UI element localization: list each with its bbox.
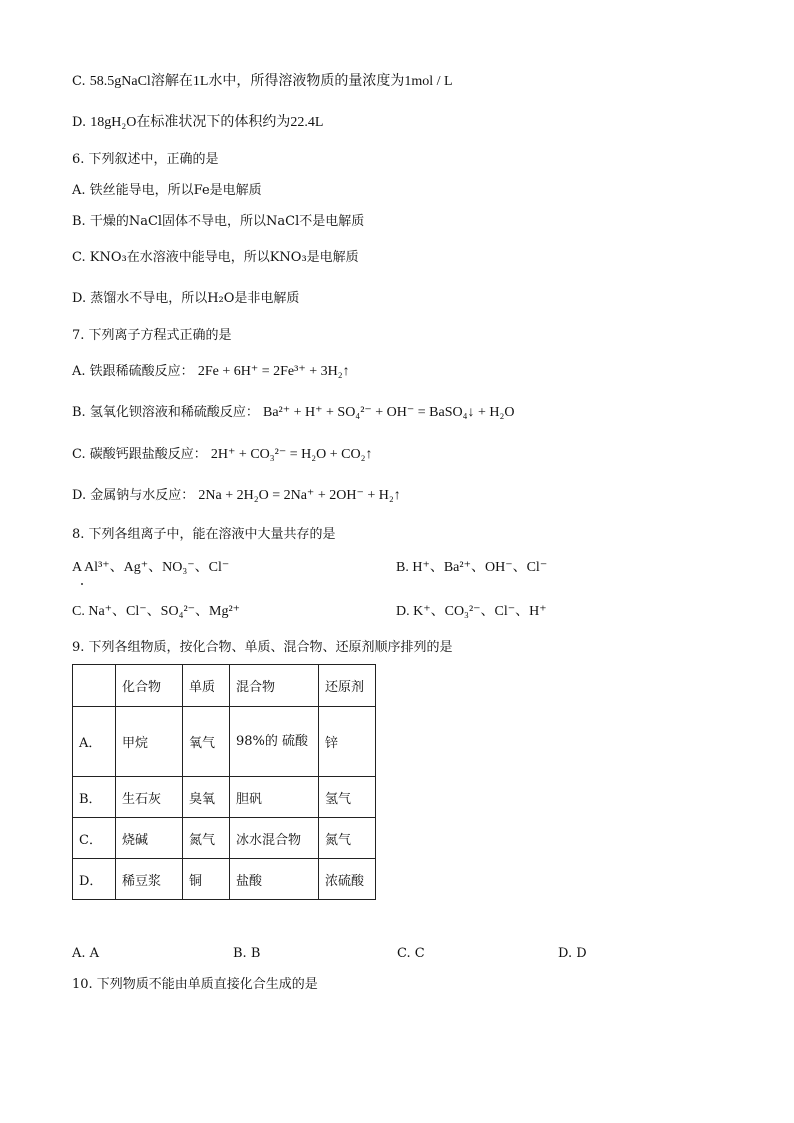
table-header-cell: 混合物	[230, 665, 319, 707]
table-header-cell	[73, 665, 116, 707]
q9-table	[72, 664, 376, 900]
q5-option-c	[72, 73, 453, 91]
table-cell: 锌	[319, 707, 376, 777]
q5-option-c-label: C.	[72, 74, 86, 89]
q7-option-d-formula: 2Na + 2H₂O = 2Na⁺ + 2OH⁻ + H₂↑	[198, 488, 401, 503]
table-header-cell: 化合物	[116, 665, 183, 707]
q7-option-a-text: 铁跟稀硫酸反应：	[89, 364, 194, 379]
q9-answer-d: D. D	[558, 946, 587, 961]
table-cell: 稀豆浆	[116, 859, 183, 900]
q9-answer-c: C. C	[397, 946, 425, 961]
q7-option-c	[72, 446, 372, 464]
q7-option-b-label: B.	[72, 405, 86, 420]
table-row	[73, 818, 376, 859]
q8-option-b: B. H⁺、Ba²⁺、OH⁻、Cl⁻	[396, 560, 548, 575]
q9-answer-a: A. A	[72, 946, 100, 961]
table-row	[73, 707, 376, 777]
q5-option-d	[72, 114, 323, 132]
table-cell: 胆矾	[230, 777, 319, 818]
table-cell: 盐酸	[230, 859, 319, 900]
decorative-dot	[81, 583, 83, 585]
q7-option-c-text: 碳酸钙跟盐酸反应：	[89, 447, 207, 462]
q9-stem: 9. 下列各组物质，按化合物、单质、混合物、还原剂顺序排列的是	[72, 640, 453, 655]
q5-option-d-text: 18gH₂O在标准状况下的体积约为22.4L	[90, 115, 324, 130]
q7-option-a-label: A.	[72, 364, 86, 379]
table-cell: 生石灰	[116, 777, 183, 818]
table-row	[73, 859, 376, 900]
table-cell: A．	[73, 707, 116, 777]
q7-option-b-text: 氢氧化钡溶液和稀硫酸反应：	[89, 405, 259, 420]
q7-option-a	[72, 363, 350, 381]
table-cell: 甲烷	[116, 707, 183, 777]
q6-option-b: B. 干燥的NaCl固体不导电，所以NaCl不是电解质	[72, 214, 365, 229]
table-header-row	[73, 665, 376, 707]
q8-stem: 8. 下列各组离子中，能在溶液中大量共存的是	[72, 527, 336, 542]
q7-option-d-label: D.	[72, 488, 87, 503]
table-cell: B．	[73, 777, 116, 818]
table-row	[73, 777, 376, 818]
q8-option-a: A Al³⁺、Ag⁺、NO₃⁻、Cl⁻	[72, 560, 230, 575]
q7-option-b	[72, 404, 515, 422]
table-cell: 烧碱	[116, 818, 183, 859]
q7-option-b-formula: Ba²⁺ + H⁺ + SO₄²⁻ + OH⁻ = BaSO₄↓ + H₂O	[262, 405, 515, 420]
q8-option-d: D. K⁺、CO₃²⁻、Cl⁻、H⁺	[396, 604, 547, 619]
q10-stem: 10. 下列物质不能由单质直接化合生成的是	[72, 977, 318, 992]
table-header-cell: 还原剂	[319, 665, 376, 707]
q7-option-c-formula: 2H⁺ + CO₃²⁻ = H₂O + CO₂↑	[210, 447, 373, 462]
table-cell: 氢气	[319, 777, 376, 818]
q6-option-c: C. KNO₃在水溶液中能导电，所以KNO₃是电解质	[72, 250, 359, 265]
q9-answer-b: B. B	[233, 946, 261, 961]
q7-option-d-text: 金属钠与水反应：	[90, 488, 195, 503]
q6-option-d: D. 蒸馏水不导电，所以H₂O是非电解质	[72, 291, 300, 306]
table-cell: 铜	[183, 859, 230, 900]
q7-stem: 7. 下列离子方程式正确的是	[72, 328, 232, 343]
q8-option-c: C. Na⁺、Cl⁻、SO₄²⁻、Mg²⁺	[72, 604, 241, 619]
q5-option-d-label: D.	[72, 115, 87, 130]
table-cell: 臭氧	[183, 777, 230, 818]
table-cell: 氧气	[183, 707, 230, 777]
q6-option-a: A. 铁丝能导电，所以Fe是电解质	[72, 183, 262, 198]
table-cell: C．	[73, 818, 116, 859]
q5-option-c-text: 58.5gNaCl溶解在1L水中，所得溶液物质的量浓度为1mol / L	[89, 74, 453, 89]
table-cell: D．	[73, 859, 116, 900]
table-header-cell: 单质	[183, 665, 230, 707]
q6-stem: 6. 下列叙述中，正确的是	[72, 152, 219, 167]
table-cell: 98%的 硫酸	[230, 707, 319, 777]
table-cell: 氮气	[183, 818, 230, 859]
q7-option-a-formula: 2Fe + 6H⁺ = 2Fe³⁺ + 3H₂↑	[197, 364, 350, 379]
table-cell: 冰水混合物	[230, 818, 319, 859]
q7-option-c-label: C.	[72, 447, 86, 462]
q7-option-d	[72, 487, 401, 505]
table-cell: 浓硫酸	[319, 859, 376, 900]
table-cell: 氮气	[319, 818, 376, 859]
